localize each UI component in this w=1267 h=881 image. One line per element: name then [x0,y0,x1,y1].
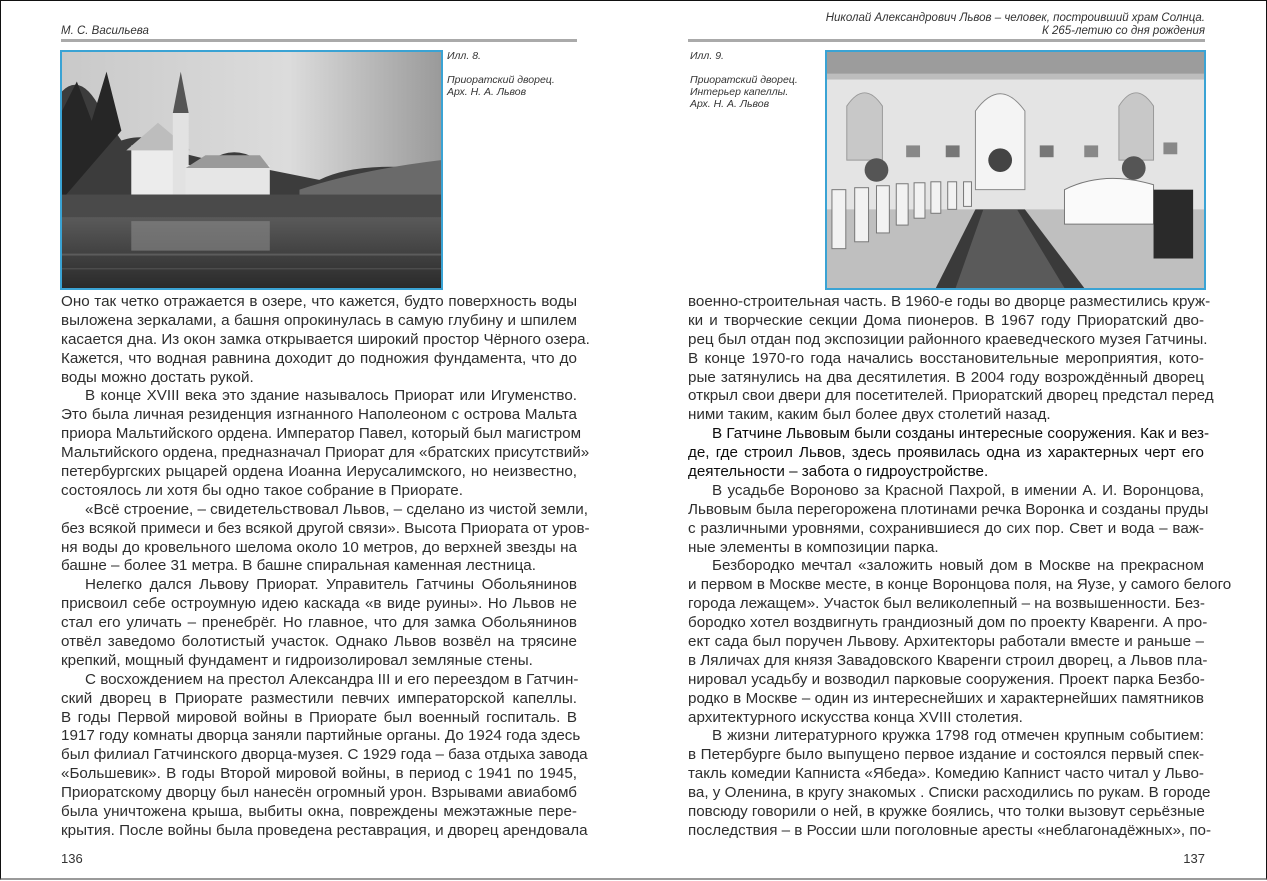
text-line: петербургских рыцарей ордена Иоанна Иерусалимского, но неизвестно, [61,463,577,481]
text-line: бородко хотел воздвигнуть грандиозный дом по проекту Кваренги. А про- [688,614,1208,632]
text-line: Нелегко дался Львову Приорат. Управитель Гатчины Обольянинов [85,576,577,594]
caption-line: Арх. Н. А. Львов [690,98,770,110]
caption-line: Приоратский дворец. [447,74,555,86]
header-rule [688,39,1205,42]
paragraph [688,481,1209,558]
text-line: В жизни литературного кружка 1798 год отмечен крупным событием: [712,727,1204,745]
text-line: родко в Москве – один из интереснейших и характернейших памятников [688,689,1204,707]
text-line: ки и творческие секции Дома пионеров. В 1967 году Приоратский дво- [688,311,1204,329]
text-line: такль комедии Капниста «Ябеда». Комедию Капнист часто читал у Льво- [688,765,1204,783]
photo-chapel-interior [825,50,1206,290]
paragraph [688,425,1210,482]
header-rule [61,39,577,42]
text-line: Мальтийского ордена, предназначал Приорат для «братских присутствий» [61,444,590,462]
text-line: города лежащем». Участок был великолепный – на возвышенности. Без- [688,595,1205,613]
text-line: без всякой примеси и без всякой другой связи». Высота Приората от уров- [61,519,590,537]
text-line: крепкий, мощный фундамент и гидроизолировал земляные стены. [61,651,533,669]
page-number: 137 [1183,851,1205,866]
photo-priory-palace-exterior [60,50,443,290]
text-line: и первом в Москве месте, в конце Воронцова поля, на Яузе, у самого белого [688,576,1232,594]
text-line: открыл свои двери для посетителей. Приоратский дворец предстал перед [688,387,1214,405]
paragraph [61,387,590,500]
header-title-line: Николай Александрович Львов – человек, построивший храм Солнца. [825,12,1205,24]
text-line: был филиал Гатчинского дворца-музея. С 1929 года – база отдыха завода [61,746,588,764]
text-line: в Ляличах для князя Завадовского Кваренги строил дворец, а Львов пла- [688,651,1208,669]
caption-line: Интерьер капеллы. [690,86,789,98]
figure-label: Илл. 9. [690,50,724,62]
text-line: последствия – в России шли поголовные аресты «неблагонадёжных», по- [688,821,1212,839]
caption-line: Приоратский дворец. [690,74,798,86]
text-line: В годы Первой мировой войны в Приорате был военный госпиталь. В [61,708,577,726]
header-subtitle-line: К 265-летию со дня рождения [1042,25,1205,37]
text-line: воды можно достать рукой. [61,368,254,386]
paragraph [61,576,577,670]
text-line: была уничтожена крыша, выбиты окна, повреждены межэтажные пере- [61,803,577,821]
text-line: ные элементы в композиции парка. [688,538,939,556]
text-line: крытия. После войны была проведена реставрация, и дворец арендовала [61,821,588,839]
text-line: В Гатчине Львовым были созданы интересные сооружения. Как и вез- [712,425,1210,443]
text-line: де, где строил Львов, здесь проявилась одна из характерных черт его [688,444,1204,462]
text-line: выложена зеркалами, а башня опрокинулась в самую глубину и шпилем [61,311,577,329]
text-line: Кажется, что водная равнина доходит до подножия фундамента, что до [61,349,577,367]
text-line: Безбородко мечтал «заложить новый дом в Москве на прекрасном [712,557,1204,575]
text-line: В усадьбе Вороново за Красной Пахрой, в имении А. И. Воронцова, [712,481,1204,499]
text-line: касается дна. Из окон замка открывается широкий простор Чёрного озера. [61,330,590,348]
text-line: архитектурного искусства конца XVIII столетия. [688,708,1023,726]
text-line: рец был отдан под экспозиции районного краеведческого музея Гатчины. [688,330,1208,348]
left-body-text [61,293,590,841]
caption-line: Арх. Н. А. Львов [447,86,527,98]
paragraph [688,293,1214,425]
text-line: С восхождением на престол Александра III и его переездом в Гатчин- [85,670,579,688]
text-line: с различными уровнями, сохранившиеся до сих пор. Свет и вода – важ- [688,519,1204,537]
text-line: нировал усадьбу и возводил парковые сооружения. Проект парка Безбо- [688,670,1205,688]
text-line: 1917 году комнаты дворца заняли партийные органы. До 1924 года здесь [61,727,581,745]
page-number: 136 [61,851,83,866]
text-line: ня воды до кровельного шелома около 10 метров, до верхней звезды на [61,538,577,556]
right-body-text [688,293,1232,841]
text-line: Оно так четко отражается в озере, что кажется, будто поверхность воды [61,293,577,310]
paragraph [688,727,1212,840]
running-header-title [826,12,1205,38]
text-line: «Большевик». В годы Второй мировой войны, в период с 1941 по 1945, [61,765,577,783]
figure-label: Илл. 8. [447,50,481,62]
text-line: Это была личная резиденция изгнанного Наполеоном с острова Мальта [61,406,577,424]
text-line: ский дворец в Приорате разместили певчих императорской капеллы. [61,689,577,707]
text-line: стал его уличать – пренебрёг. Но главное, что для замка Обольянинов [61,614,577,632]
text-line: повсюду говорили о ней, в кружке боялись, что толки вызовут серьёзные [688,803,1205,821]
text-line: башне – более 31 метра. В башне спиральная каменная лестница. [61,557,536,575]
paragraph [61,293,590,387]
text-line: отвёл заведомо болотистый участок. Однако Львов возвёл на трясине [61,633,577,651]
text-line: ва, у Оленина, в кругу знакомых . Списки расходились по рукам. В городе [688,784,1211,802]
text-line: рые затянулись на два десятилетия. В 2004 году возрождённый дворец [688,368,1204,386]
text-line: военно-строительная часть. В 1960-е годы во дворце разместились круж- [688,293,1211,310]
text-line: «Всё строение, – свидетельствовал Львов, – сделано из чистой земли, [85,500,588,518]
text-line: В конце 1970-го года начались восстановительные мероприятия, кото- [688,349,1204,367]
text-line: приора Мальтийского ордена. Император Павел, который был магистром [61,425,582,443]
text-line: Львовым была перегорожена плотинами речка Воронка и созданы пруды [688,500,1209,518]
text-line: Приоратскому дворцу был нанесён огромный урон. Взрывами авиабомб [61,784,577,802]
figure-8-caption [447,50,555,98]
paragraph [61,500,590,577]
text-line: состоялось ли хотя бы одно такое собрание в Приорате. [61,481,463,499]
text-line: присвоил себе остроумную идею каскада «в виде руины». Но Львов не [61,595,577,613]
text-line: ними таким, каким был более двух столетий назад. [688,406,1051,424]
running-header-author: М. С. Васильева [61,25,149,37]
text-line: деятельности – забота о гидроустройстве. [688,463,989,481]
paragraph [61,670,588,841]
text-line: ект сада был поручен Львову. Архитекторы работали вместе и раньше – [688,633,1204,651]
text-line: в Петербурге было выпущено первое издание и состоялся первый спек- [688,746,1204,764]
figure-9-caption [690,50,798,110]
text-line: В конце XVIII века это здание называлось Приорат или Игуменство. [85,387,577,405]
paragraph [688,557,1232,727]
